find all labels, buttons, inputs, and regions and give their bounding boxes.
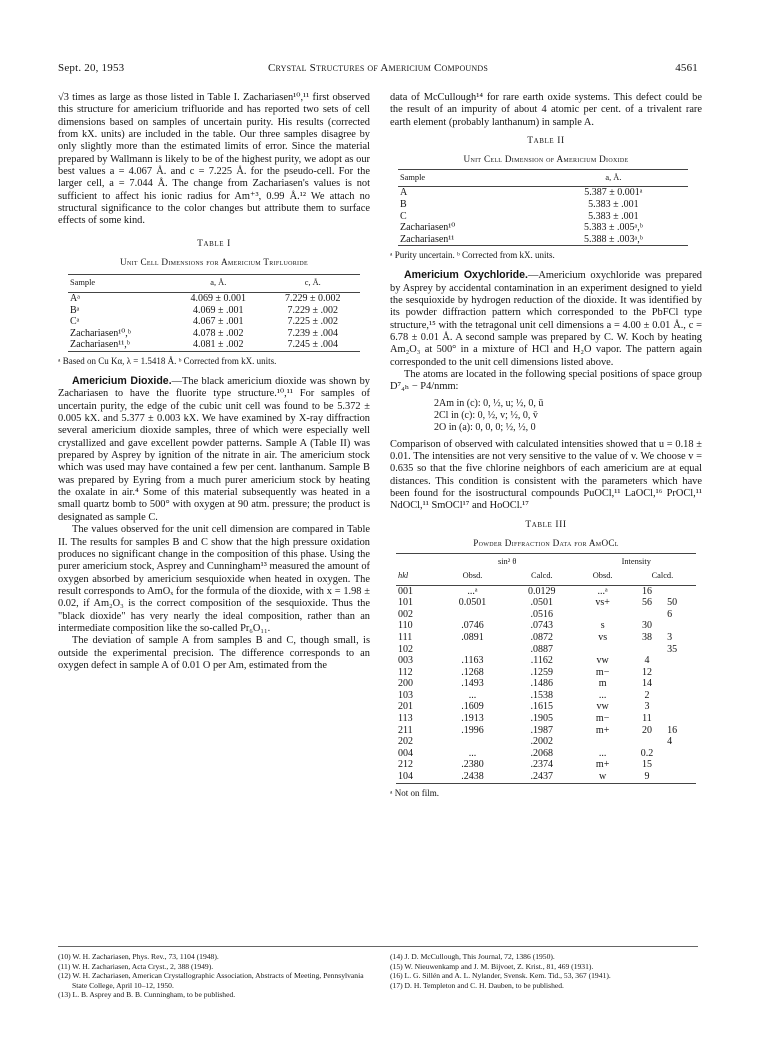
table-cell: 7.239 ± .004 xyxy=(287,327,338,339)
table-cell: ...ᵃ xyxy=(467,585,478,597)
table-row xyxy=(396,585,696,597)
table-cell: .1987 xyxy=(530,724,554,736)
table-cell: ... xyxy=(468,747,477,759)
table-cell xyxy=(576,609,628,621)
table-cell: 9 xyxy=(644,771,650,783)
table-cell: B xyxy=(400,198,407,210)
table-cell: m− xyxy=(595,666,610,678)
table-cell: 7.225 ± .002 xyxy=(287,316,338,328)
table-cell: 212 xyxy=(398,759,413,771)
table-row xyxy=(396,736,696,748)
table-cell: 4.067 ± .001 xyxy=(193,316,244,328)
references-left xyxy=(58,952,370,1000)
table-cell xyxy=(665,690,696,702)
table-cell: 6 xyxy=(667,608,673,620)
table-3-header: hkl xyxy=(396,568,438,585)
table-cell xyxy=(629,644,665,656)
table-cell: .2374 xyxy=(530,759,554,771)
table-cell: w xyxy=(599,771,607,783)
table-3-header: Calcd. xyxy=(507,568,576,585)
table-cell: vs xyxy=(598,631,608,643)
table-cell xyxy=(438,736,507,748)
table-cell: ... xyxy=(468,689,477,701)
table-row xyxy=(396,713,696,725)
table-cell: ...ᵃ xyxy=(597,585,608,597)
table-cell: 7.245 ± .004 xyxy=(287,339,338,351)
table-cell: Zachariasen¹¹,ᵇ xyxy=(70,339,130,351)
table-cell: 15 xyxy=(641,759,652,771)
table-cell: 003 xyxy=(398,655,413,667)
table-1-caption: Table I xyxy=(197,238,231,249)
table-cell xyxy=(629,736,665,748)
table-cell: 113 xyxy=(398,713,413,725)
table-cell: 14 xyxy=(641,678,652,690)
table-cell xyxy=(665,585,696,597)
table-cell: Zachariasen¹¹ xyxy=(400,233,455,245)
table-row xyxy=(68,305,360,317)
reference: (14) J. D. McCullough, This Journal, 72, 1386 (1950). xyxy=(390,952,555,961)
table-cell: vs+ xyxy=(595,597,610,609)
paragraph: data of McCullough¹⁴ for rare earth oxide systems. This defect could be the result of an impurity of about 4 atomic per cent. of a trivalent rare earth element (probably lanthanum) in sample A. xyxy=(390,92,702,128)
table-cell: m xyxy=(598,678,607,690)
table-2-header: Sample xyxy=(398,169,539,187)
table-cell: .2437 xyxy=(530,771,554,783)
table-cell: Zachariasen¹⁰ xyxy=(400,222,456,234)
table-cell: .1615 xyxy=(530,701,554,713)
table-cell: .1905 xyxy=(530,713,554,725)
table-cell: 50 xyxy=(667,597,678,609)
table-1-header: c, Å. xyxy=(266,275,360,293)
table-row xyxy=(398,211,688,223)
table-cell xyxy=(438,609,507,621)
reference: (16) L. G. Sillén and A. L. Nylander, Svensk. Kem. Tid., 53, 367 (1941). xyxy=(390,971,611,980)
table-cell xyxy=(665,713,696,725)
table-cell: vw xyxy=(596,655,609,667)
table-row xyxy=(398,234,688,246)
table-cell: 002 xyxy=(398,608,413,620)
table-cell: 3 xyxy=(644,701,650,713)
table-cell xyxy=(665,620,696,632)
table-row xyxy=(396,597,696,609)
table-cell: 102 xyxy=(398,643,413,655)
table-row xyxy=(396,609,696,621)
paragraph xyxy=(58,375,370,524)
paragraph xyxy=(390,269,702,369)
table-2-caption: Table II xyxy=(527,136,565,147)
table-2 xyxy=(398,169,688,247)
table-row xyxy=(396,667,696,679)
table-cell: 0.2 xyxy=(640,747,654,759)
table-cell xyxy=(576,644,628,656)
table-cell: Aᵃ xyxy=(70,293,80,305)
table-cell xyxy=(665,667,696,679)
table-cell: .2438 xyxy=(461,771,484,783)
table-cell xyxy=(665,701,696,713)
left-column xyxy=(58,92,370,672)
table-cell: 4.078 ± .002 xyxy=(193,327,244,339)
table-row xyxy=(396,678,696,690)
table-cell: 0.0501 xyxy=(458,597,487,609)
reference: (10) W. H. Zachariasen, Phys. Rev., 73, 1104 (1948). xyxy=(58,952,219,961)
table-cell xyxy=(665,655,696,667)
table-cell: 111 xyxy=(398,631,413,643)
table-cell: 5.387 ± 0.001ᵃ xyxy=(584,187,643,199)
table-cell: 5.383 ± .005ᵃ,ᵇ xyxy=(583,222,643,234)
reference: (11) W. H. Zachariasen, Acta Cryst., 2, 388 (1949). xyxy=(58,961,214,971)
table-cell: .1268 xyxy=(461,666,484,678)
table-cell: 5.388 ± .003ᵃ,ᵇ xyxy=(583,233,643,245)
table-cell: .0743 xyxy=(530,620,554,632)
table-cell: 2 xyxy=(644,689,650,701)
table-cell xyxy=(438,644,507,656)
table-cell: .2068 xyxy=(530,747,554,759)
table-row xyxy=(396,690,696,702)
table-row xyxy=(68,293,360,305)
table-cell: s xyxy=(600,620,605,632)
table-cell: 004 xyxy=(398,747,413,759)
table-row xyxy=(396,632,696,644)
table-1-header: Sample xyxy=(68,275,171,293)
table-3-group-header: sin² θ xyxy=(438,554,577,568)
reference: (13) L. B. Asprey and B. B. Cunningham, to be published. xyxy=(58,990,236,999)
references-divider xyxy=(58,946,698,947)
table-cell: C xyxy=(400,210,407,222)
table-cell: 20 xyxy=(641,724,652,736)
issue-date: Sept. 20, 1953 xyxy=(58,62,125,74)
table-cell xyxy=(665,759,696,771)
table-cell: 56 xyxy=(641,597,652,609)
table-cell: 4.069 ± .001 xyxy=(193,304,244,316)
table-cell: 4.069 ± 0.001 xyxy=(190,293,247,305)
table-cell: 7.229 ± 0.002 xyxy=(285,293,341,305)
section-heading: Americium Oxychloride. xyxy=(404,269,528,282)
table-row xyxy=(396,655,696,667)
table-row xyxy=(398,222,688,234)
site-position: 2Am in (c): 0, ½, u; ½, 0, ū xyxy=(434,397,544,409)
table-1 xyxy=(68,274,360,352)
table-cell: .1493 xyxy=(461,678,484,690)
table-cell: 4.081 ± .002 xyxy=(193,339,244,351)
table-cell: 4 xyxy=(644,655,650,667)
table-cell: 5.383 ± .001 xyxy=(588,210,639,222)
paragraph: The atoms are located in the following special positions of space group D⁷₄ₕ − P4/nmm: xyxy=(390,369,702,393)
paragraph: The deviation of sample A from samples B and C, though small, is outside the experimental precision. The difference corresponds to an oxygen defect in sample A of 0.01 O per Am, estimated from the xyxy=(58,635,370,671)
paragraph-text: —Americium oxychloride was prepared by Asprey by accidental contamination in an experiment designed to yield the sesquioxide by hydrogen reduction of the dioxide. It was identified by its powder diffraction pattern which corresponded to the PbFCl type structure,¹⁵ with the tetragonal unit cell dimensions a = 4.00 ± 0.01 Å., c = 6.78 ± 0.01 Å. A second sample was prepared by C. W. Koch by heating Am₂O₃ at 500° in a mixture of HCl and H₂O vapor. The pattern again corresponded to the unit cell dimensions listed above. xyxy=(390,270,702,368)
section-heading: Americium Dioxide. xyxy=(72,375,172,388)
table-cell: m− xyxy=(595,713,610,725)
table-row xyxy=(398,199,688,211)
table-cell: Bᵃ xyxy=(70,304,80,316)
table-cell: .1259 xyxy=(530,666,554,678)
table-cell: Zachariasen¹⁰,ᵇ xyxy=(70,327,131,339)
table-3-footnote: ᵃ Not on film. xyxy=(390,787,439,798)
table-cell: 35 xyxy=(667,643,678,655)
table-cell: 7.229 ± .002 xyxy=(287,304,338,316)
table-cell: .2380 xyxy=(461,759,484,771)
table-3 xyxy=(396,553,696,783)
table-row xyxy=(396,620,696,632)
table-cell: .0872 xyxy=(530,631,554,643)
table-cell: .1609 xyxy=(461,701,484,713)
table-cell xyxy=(665,678,696,690)
page-number: 4561 xyxy=(675,62,698,74)
table-3-body xyxy=(396,585,696,783)
table-cell: .2002 xyxy=(530,736,554,748)
table-cell: .0887 xyxy=(530,643,554,655)
table-1-title: Unit Cell Dimensions for Americium Trifluoride xyxy=(120,257,308,268)
running-title: Crystal Structures of Americium Compounds xyxy=(267,62,489,74)
table-row xyxy=(398,187,688,199)
table-3-header: Calcd. xyxy=(629,568,696,585)
running-head xyxy=(58,62,698,78)
table-cell: .1163 xyxy=(461,655,484,667)
table-cell xyxy=(665,771,696,783)
reference: (17) D. H. Templeton and C. H. Dauben, to be published. xyxy=(390,980,564,990)
paragraph: The values observed for the unit cell dimension are compared in Table II. The results for samples B and C show that the high pressure oxidation produces no significant change in the composition of this phase. Using the purer americium stock, Asprey and Cunningham¹³ measured the amount of oxygen absorbed by americium sesquioxide when heated in oxygen. The result corresponds to AmOₓ for the formula of the dioxide, with x = 1.98 ± 0.02, if Am₂O₃ is the correct composition of the sesquioxide. Thus the "black dioxide" has very nearly the ideal composition, rather than an intermediate composition like the so-called Pr₆O₁₁. xyxy=(58,524,370,634)
right-column xyxy=(390,92,702,799)
table-cell: 211 xyxy=(398,724,413,736)
table-row xyxy=(396,725,696,737)
paragraph: Comparison of observed with calculated intensities showed that u = 0.18 ± 0.01. The intensities are not very sensitive to the value of v. We choose v = 0.635 so that the five chlorine neighbors of each americium are at equal distances. This condition is consistent with the parameters which have been found for the isostructural compounds PuOCl,¹¹ LaOCl,¹⁶ PrOCl,¹¹ NdOCl,¹¹ SmOCl¹⁷ and HoOCl.¹⁷ xyxy=(390,438,702,512)
table-cell: Cᵃ xyxy=(70,316,80,328)
table-cell: 4 xyxy=(667,736,673,748)
table-row xyxy=(68,316,360,328)
table-cell: 0.0129 xyxy=(528,585,556,597)
table-cell: 5.383 ± .001 xyxy=(588,198,639,210)
table-cell: m+ xyxy=(595,724,610,736)
table-cell: 201 xyxy=(398,701,413,713)
table-cell: 112 xyxy=(398,666,413,678)
table-cell: ... xyxy=(598,689,607,701)
site-positions xyxy=(434,398,702,435)
table-cell: 3 xyxy=(667,631,673,643)
table-cell: ... xyxy=(598,747,607,759)
site-position: 2O in (a): 0, 0, 0; ½, ½, 0 xyxy=(434,422,536,434)
table-row xyxy=(396,771,696,783)
table-2-title: Unit Cell Dimension of Americium Dioxide xyxy=(463,154,629,165)
table-cell: vw xyxy=(596,701,609,713)
table-cell: .0501 xyxy=(530,597,554,609)
table-cell: .0746 xyxy=(461,620,484,632)
table-cell: .1996 xyxy=(461,724,484,736)
table-row xyxy=(68,339,360,351)
table-cell xyxy=(665,748,696,760)
table-cell: 101 xyxy=(398,597,413,609)
table-cell: A xyxy=(400,187,408,199)
table-3-group-header: Intensity xyxy=(576,554,696,568)
reference: (12) W. H. Zachariasen, American Crystallographic Association, Abstracts of Meeting, Pennsylvania State College, April 10–12, 1950. xyxy=(58,971,364,990)
references-right xyxy=(390,952,702,990)
table-cell xyxy=(629,609,665,621)
table-cell: 11 xyxy=(642,713,652,725)
table-cell: 16 xyxy=(641,585,652,597)
table-2-footnote: ᵃ Purity uncertain. ᵇ Corrected from kX. units. xyxy=(390,250,555,261)
paragraph: √3 times as large as those listed in Table I. Zachariasen¹⁰,¹¹ first observed this structure for americium trifluoride and has reported two sets of cell dimensions based on samples of uncertain purity. His results (corrected from kX. units) are included in the table. Our three samples disagree by only slightly more than the estimated limits of error. Since the material prepared by Wallmann is likely to be of the highest purity, we adopt as our best values a = 4.067 Å. and c = 7.225 Å. for the pseudo-cell. For the larger cell, a = 7.044 Å. The change from Zachariasen's values is not sufficient to affect his ionic radius for Am⁺³, 0.99 Å.¹² We attach no structural significance to the color changes but attribute them to surface effects of some kind. xyxy=(58,92,370,227)
table-3-header: Obsd. xyxy=(576,568,628,585)
table-cell: .0891 xyxy=(461,631,484,643)
table-row xyxy=(396,701,696,713)
table-cell: .1538 xyxy=(530,689,554,701)
table-2-header: a, Å. xyxy=(539,169,688,187)
table-3-header: Obsd. xyxy=(438,568,507,585)
table-cell: 16 xyxy=(667,724,678,736)
table-cell: 103 xyxy=(398,689,413,701)
table-3-caption: Table III xyxy=(525,519,567,530)
table-cell: 12 xyxy=(641,666,652,678)
table-cell: 104 xyxy=(398,771,413,783)
table-cell: 200 xyxy=(398,678,413,690)
table-cell: 30 xyxy=(641,620,652,632)
table-cell: 202 xyxy=(398,736,413,748)
table-row xyxy=(68,328,360,340)
table-row xyxy=(396,644,696,656)
table-cell: 38 xyxy=(641,631,652,643)
reference: (15) W. Nieuwenkamp and J. M. Bijvoet, Z. Krist., 81, 469 (1931). xyxy=(390,961,594,971)
table-cell xyxy=(576,736,628,748)
table-row xyxy=(396,759,696,771)
paragraph-text: —The black americium dioxide was shown by Zachariasen to have the fluorite type structure.¹⁰,¹¹ For samples of uncertain purity, the edge of the cubic unit cell was found to be 5.372 ± 0.005 kX. and 5.377 ± 0.003 kX. We have examined by X-ray diffraction several americium dioxide samples, three of which were especially well crystallized and gave excellent powder patterns. Sample A (Table II) was prepared by Asprey by ignition of the nitrate in air. The americium stock which was used may have contained a few per cent. lanthanum. Sample B was prepared by Eyring from a much purer americium stock by heating the oxalate in air.⁴ Some of this material subsequently was heated in a small quartz bomb to 500° with oxygen at 90 atm. pressure; the product is designated as sample C. xyxy=(58,376,371,523)
table-cell: .1486 xyxy=(530,678,554,690)
site-position: 2Cl in (c): 0, ½, v; ½, 0, v̄ xyxy=(434,410,538,422)
table-cell: 110 xyxy=(398,620,413,632)
table-row xyxy=(396,748,696,760)
table-cell: .0516 xyxy=(530,608,554,620)
table-cell: m+ xyxy=(595,759,610,771)
table-cell: .1162 xyxy=(530,655,553,667)
table-1-header: a, Å. xyxy=(171,275,265,293)
table-cell: 001 xyxy=(398,585,413,597)
table-1-footnote: ᵃ Based on Cu Kα, λ = 1.5418 Å. ᵇ Corrected from kX. units. xyxy=(58,356,277,367)
table-cell: .1913 xyxy=(461,713,484,725)
table-3-title: Powder Diffraction Data for AmOCl xyxy=(473,538,619,549)
